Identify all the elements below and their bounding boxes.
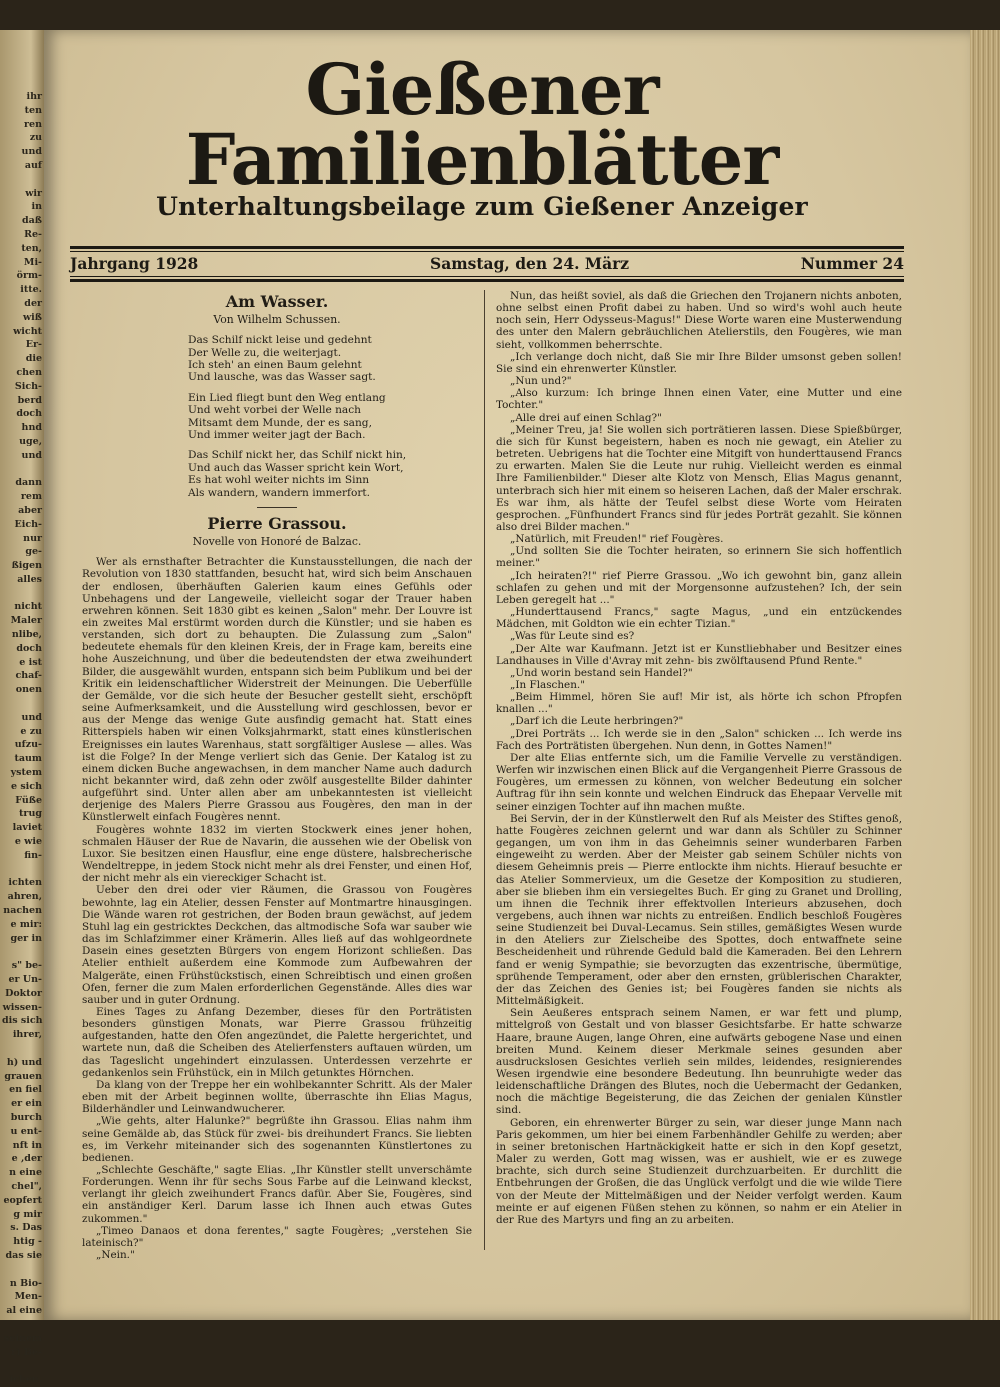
margin-fragment: e sich	[10, 780, 42, 792]
margin-fragment: in	[31, 201, 42, 213]
poem-line: Der Welle zu, die weiterjagt.	[188, 346, 342, 359]
margin-fragment: dann	[15, 477, 42, 489]
margin-fragment: örm-	[16, 270, 42, 282]
poem-line: Mitsamt dem Munde, der es sang,	[188, 416, 372, 429]
issue-info-bar	[70, 254, 904, 276]
header-rule-top	[70, 246, 904, 249]
margin-fragment: er ein	[11, 1098, 42, 1110]
story-paragraph: „In Flaschen."	[510, 679, 585, 691]
story-paragraph: Da klang von der Treppe her ein wohlbekannter Schritt. Als der Maler eben mit der Arbeit beginnen wollte, überraschte ihn Elias Magus, Bilderhändler und Leinwandwucherer.	[82, 1078, 472, 1116]
poem-line: Ich steh' an einen Baum gelehnt	[188, 358, 362, 371]
margin-fragment: Sich-	[14, 380, 42, 392]
margin-fragment: und	[21, 711, 42, 723]
margin-fragment: das sie	[5, 1249, 42, 1261]
margin-fragment: n eine	[9, 1167, 42, 1179]
margin-fragment: nft in	[12, 1139, 42, 1151]
issue-year: Jahrgang 1928	[70, 254, 199, 273]
margin-fragment	[2, 1318, 42, 1332]
story-paragraph: „Beim Himmel, hören Sie auf! Mir ist, als hörte ich schon Pfropfen knallen ..."	[496, 691, 902, 716]
margin-fragment: grauen	[4, 1070, 42, 1082]
story-title: Pierre Grassou.	[207, 514, 347, 534]
margin-fragment: ihrer,	[12, 1029, 42, 1041]
story-paragraph: Wer als ernsthafter Betrachter die Kunstausstellungen, die nach der Revolution von 1830 stattfanden, besucht hat, wird sich beim Anschauen der endlosen, überhäuften Galerien kaum eines Gefühls oder Unbehagens und der Langeweile, vielleicht sogar der Trauer haben erwehren können. Seit 1830 gibt es keinen „Salon" mehr. Der Louvre ist ein zweites Mal erstürmt worden durch die Künstler; und sie haben es verstanden, sich dort zu behaupten. Die Zulassung zum „Salon" bedeutete ehemals für den kleinen Kreis, der in Frage kam, bereits eine hohe Auszeichnung, und über die bedeutendsten der etwa zweihundert Bilder, die ausgewählt wurden, entspann sich beim Publikum und bei der Kritik ein leidenschaftlicher Widerstreit der Meinungen. Die Ueberfülle der Gemälde, vor die sich heute der Besucher gestellt sieht, erschöpft seine Aufmerksamkeit, und die Ausstellung wird geschlossen, bevor er aus der Menge das wenige Gute ausfindig gemacht hat. Statt eines Ritterspiels haben wir einen Volksjahrmarkt, statt eines künstlerischen Ereignisses ein lautes Warenhaus, statt sorgfältiger Auslese — alles. Was ist die Folge? In der Menge verliert sich das Genie. Der Katalog ist zu einem dicken Buche angewachsen, in dem mancher Name auch dadurch nicht bekannter wird, daß zehn oder zwölf ausgestellte Bilder dahinter aufgeführt sind. Unter allen aber am unbekanntesten ist vielleicht derjenige des Malers Pierre Grassou aus Fougères, den man in der Künstlerwelt einfach Fougères nennt.	[82, 556, 472, 824]
margin-fragment: ufzu-	[14, 739, 42, 751]
margin-fragment: uge,	[19, 435, 42, 447]
margin-fragment: ichten	[8, 877, 42, 889]
margin-fragment: rem	[20, 491, 42, 503]
margin-fragment: fin-	[24, 849, 42, 861]
margin-fragment: e mir:	[10, 918, 42, 930]
section-divider	[257, 507, 297, 508]
header-rule-bottom	[70, 279, 904, 282]
margin-fragment: chel",	[11, 1180, 42, 1192]
margin-fragment: s. Das	[10, 1222, 42, 1234]
margin-fragment: Füße	[15, 794, 42, 806]
header-rule-bottom-thin	[70, 276, 904, 277]
margin-fragment: ten	[24, 104, 42, 116]
margin-fragment: doch	[16, 408, 42, 420]
story-paragraph: „Hunderttausend Francs," sagte Magus, „und ein entzückendes Mädchen, mit Goldton wie ein echter Tizian."	[496, 606, 902, 631]
story-paragraph: Bei Servin, der in der Künstlerwelt den Ruf als Meister des Stiftes genoß, hatte Fougères zeichnen gelernt und war dann als Schüler zu Schinner gegangen, um von ihm in das Geheimnis seiner wunderbaren Farben eingeweiht zu werden. Aber der Meister gab seinem Schüler nichts von diesem Geheimnis preis — Pierre entlockte ihm nichts. Hierauf besuchte er das Atelier Sommervieux, um die Gesetze der Komposition zu studieren, aber sie blieben ihm ein versiegeltes Buch. Er ging zu Granet und Drolling, um ihnen die Technik ihrer effektvollen Interieurs abzusehen, doch vergebens, auch ihnen war nichts zu entreißen. Endlich beschloß Fougères seine Studienzeit bei Duval-Lecamus. Sein stilles, gemäßigtes Wesen wurde in den Ateliers zur Zielscheibe des Spottes, doch entwaffnete seine Bescheidenheit und rührende Geduld bald die Kameraden. Bei den Lehrern fand er wenig Sympathie; sie bevorzugten das exzentrische, übermütige, sprühende Temperament, oder aber den ernsten, grüblerischen Charakter, der das Zeichen des Genies ist; bei Fougères fanden sie nichts als Mittelmäßigkeit.	[496, 812, 902, 1008]
margin-fragment	[2, 1263, 42, 1277]
story-paragraph: „Alle drei auf einen Schlag?"	[510, 411, 662, 424]
margin-fragment: berd	[17, 394, 42, 406]
margin-fragment: wissen-	[2, 1001, 42, 1013]
margin-fragment: ihr	[26, 91, 42, 102]
margin-fragment: und	[21, 449, 42, 461]
story-paragraph: „Was für Leute sind es?	[510, 630, 635, 643]
poem-line: Es hat wohl weiter nichts im Sinn	[188, 474, 370, 487]
margin-fragment: ge-	[25, 546, 42, 558]
poem-line: Das Schilf nickt leise und gedehnt	[188, 334, 372, 347]
margin-fragment: nlibe,	[11, 629, 42, 641]
margin-fragment: ystem	[10, 767, 42, 779]
poem-line: Und weht vorbei der Welle nach	[188, 404, 362, 417]
margin-fragment: onen	[15, 684, 42, 696]
margin-fragment: nicht	[14, 601, 42, 613]
story-byline: Novelle von Honoré de Balzac.	[192, 535, 362, 549]
margin-fragment: e ist	[19, 656, 42, 668]
margin-fragment	[2, 463, 42, 477]
margin-fragment: aber	[18, 504, 42, 516]
issue-number: Nummer 24	[800, 254, 904, 273]
story-paragraph: Sein Aeußeres entsprach seinem Namen, er war fett und plump, mittelgroß von Gestalt und von blasser Gesichtsfarbe. Er hatte schwarze Haare, braune Augen, lange Ohren, eine aufwärts gebogene Nase und einen breiten Mund. Keinem dieser Merkmale seines gesunden aber ausdruckslosen Gesichtes verlieh sein mildes, leidendes, resignierendes Wesen irgendwie eine besondere Bedeutung. Ihn beunruhigte weder das leidenschaftliche Drängen des Blutes, noch die Uebermacht der Gedanken, noch die mächtige Begeisterung, die das Zeichen der genialen Künstler sind.	[496, 1007, 902, 1117]
poem-stanza	[188, 392, 472, 442]
poem-body	[188, 334, 472, 499]
poem-title: Am Wasser.	[225, 292, 329, 311]
margin-fragment: ger in	[10, 932, 42, 944]
story-paragraph: Geboren, ein ehrenwerter Bürger zu sein, war dieser junge Mann nach Paris gekommen, um hier bei einem Farbenhändler Gehilfe zu werden; aber in seiner bretonischen Hartnäckigkeit hatte er sich in den Kopf gesetzt, Maler zu werden, Gott mag wissen, was er aushielt, wie er es zuwege brachte, sich durch seine Studienzeit durchzuarbeiten. Er durchlitt die Entbehrungen der Großen, die das Unglück verfolgt und die wie wilde Tiere von der Meute der Mittelmäßigen und der Neider verfolgt werden. Kaum meinte er auf eigenen Füßen stehen zu können, so nahm er ein Atelier in der Rue des Martyrs und fing an zu arbeiten.	[496, 1116, 902, 1226]
book-page-edges	[970, 30, 1000, 1320]
margin-fragment: al eine	[6, 1305, 42, 1317]
poem-byline: Von Wilhelm Schussen.	[213, 313, 341, 326]
margin-fragment: Mi-	[23, 256, 42, 268]
margin-fragment	[2, 173, 42, 187]
story-paragraph: „Ich heiraten?!" rief Pierre Grassou. „Wo ich gewohnt bin, ganz allein schlafen zu gehen und mit der Morgensonne aufzustehen? Ich, der sein Leben geregelt hat ..."	[496, 569, 902, 606]
previous-page-text	[2, 90, 42, 1387]
masthead-subtitle: Unterhaltungsbeilage zum Gießener Anzeiger	[156, 192, 808, 221]
story-paragraph: „Timeo Danaos et dona ferentes," sagte Fougères; „verstehen Sie lateinisch?"	[82, 1224, 472, 1249]
margin-fragment: Doktor	[5, 987, 42, 999]
margin-fragment	[2, 587, 42, 601]
margin-fragment: Re-	[24, 228, 42, 240]
margin-fragment: itte.	[20, 284, 42, 296]
story-paragraph: „Und sollten Sie die Tochter heiraten, so erinnern Sie sich hoffentlich meiner."	[496, 545, 902, 570]
story-paragraph: Ueber den drei oder vier Räumen, die Grassou von Fougères bewohnte, lag ein Atelier, dessen Fenster auf Montmartre hinausgingen. Die Wände waren rot gestrichen, der Boden braun gewächst, auf jedem Stuhl lag ein gestricktes Deckchen, das altmodische Sofa war sauber wie das im Schlafzimmer einer Krämerin. Alles ließ auf das wohlgeordnete Dasein eines gesetzten Bürgers von engem Horizont schließen. Das Atelier enthielt außerdem eine Kommode zum Aufbewahren der Malgeräte, einen Frühstückstisch, einen Schreibtisch und einen großen Ofen, ferner die zum Malen erforderlichen Gegenstände. Alles dies war sauber und in guter Ordnung.	[82, 884, 472, 1006]
margin-fragment: dis sich	[2, 1015, 43, 1027]
right-column	[496, 290, 902, 1226]
margin-fragment: r) Be-	[11, 1346, 42, 1358]
margin-fragment: alles	[17, 573, 42, 585]
story-paragraph: „Darf ich die Leute herbringen?"	[510, 715, 684, 728]
story-text-left	[82, 556, 472, 1261]
story-paragraph: „Wie gehts, alter Halunke?" begrüßte ihn Grassou. Elias nahm ihm seine Gemälde ab, das Stück für zwei- bis dreihundert Francs. Sie liebten es, im Verkehr miteinander sich des sogenannten Künstlertones zu bedienen.	[82, 1115, 472, 1164]
margin-fragment: ßigen	[11, 560, 42, 572]
story-paragraph: „Und worin bestand sein Handel?"	[510, 666, 693, 679]
story-paragraph: „Drei Porträts ... Ich werde sie in den „Salon" schicken ... Ich werde ins Fach des Porträtisten übergehen. Nun denn, in Gottes Namen!"	[496, 727, 902, 752]
story-text-right	[496, 290, 902, 1226]
margin-fragment	[2, 1359, 42, 1373]
margin-fragment: ichen.	[9, 1374, 42, 1386]
margin-fragment	[2, 697, 42, 711]
story-paragraph: „Also kurzum: Ich bringe Ihnen einen Vater, eine Mutter und eine Tochter."	[496, 387, 902, 412]
margin-fragment: e wie	[14, 836, 42, 848]
poem-stanza	[188, 449, 472, 499]
story-paragraph: „Nein."	[96, 1249, 135, 1262]
previous-page-edge	[0, 30, 44, 1386]
poem-line: Und immer weiter jagt der Bach.	[188, 429, 366, 441]
header-rule-top-thin	[70, 251, 904, 252]
margin-fragment: htig -	[13, 1236, 42, 1248]
margin-fragment: chaf-	[15, 670, 42, 682]
story-paragraph: „Ich verlange doch nicht, daß Sie mir Ihre Bilder umsonst geben sollen! Sie sind ein ehrenwerter Künstler.	[496, 350, 902, 375]
margin-fragment: zu	[29, 132, 42, 144]
poem-line: Und auch das Wasser spricht kein Wort,	[188, 461, 404, 474]
margin-fragment: n Bio-	[9, 1277, 42, 1289]
margin-fragment: Men-	[14, 1291, 42, 1303]
margin-fragment: nur	[23, 532, 42, 544]
margin-fragment: Eich-	[14, 518, 42, 530]
poem-line: Das Schilf nickt her, das Schilf nickt hin,	[188, 449, 407, 462]
story-paragraph: Eines Tages zu Anfang Dezember, dieses für den Porträtisten besonders günstigen Monats, war Pierre Grassou frühzeitig aufgestanden, hatte den Ofen angezündet, die Palette hergerichtet, und wartete nun, daß die Scheiben des Atelierfensters auftauen würden, um das Tageslicht ungehindert einzulassen. Unterdessen verzehrte er gedankenlos sein Frühstück, ein in Milch getunktes Hörnchen.	[82, 1005, 472, 1079]
margin-fragment: er Un-	[8, 974, 42, 985]
margin-fragment: auf	[24, 159, 42, 171]
margin-fragment: Maler	[10, 615, 42, 627]
margin-fragment: burch	[10, 1111, 42, 1123]
poem-line: Ein Lied fliegt bunt den Weg entlang	[188, 391, 386, 404]
story-paragraph: Der alte Elias entfernte sich, um die Familie Vervelle zu verständigen. Werfen wir inzwischen einen Blick auf die Vergangenheit Pierre Grassous de Fougères, um ermessen zu können, von welcher Bedeutung ein solcher Auftrag für ihn sein konnte und welchen Eindruck das Ehepaar Vervelle mit seiner einzigen Tochter auf ihn machen mußte.	[496, 751, 902, 813]
margin-fragment: nachen	[3, 905, 42, 917]
margin-fragment	[2, 945, 42, 959]
story-paragraph: „Nun und?"	[510, 375, 572, 388]
margin-fragment: ren	[24, 118, 42, 130]
story-paragraph: Fougères wohnte 1832 im vierten Stockwerk eines jener hohen, schmalen Häuser der Rue de Navarin, die aussehen wie der Obelisk von Luxor. Sie besitzen einen Hausflur, eine enge düstere, halsbrecherische Wendeltreppe, in jedem Stock nicht mehr als drei Fenster, und einen Hof, der nicht mehr als ein viereckiger Schacht ist.	[82, 823, 472, 885]
margin-fragment: h) und	[6, 1056, 42, 1068]
margin-fragment: e ,der	[11, 1153, 42, 1165]
masthead-title: Gießener Familienblätter	[185, 48, 779, 201]
margin-fragment: chen	[16, 366, 42, 378]
margin-fragment: u ent-	[10, 1125, 42, 1137]
margin-fragment: ten,	[21, 242, 42, 254]
margin-fragment: und	[21, 146, 42, 158]
margin-fragment: trug	[19, 808, 42, 820]
margin-fragment: der	[24, 297, 42, 309]
issue-date: Samstag, den 24. März	[430, 254, 630, 273]
left-column	[82, 290, 472, 1261]
margin-fragment: e zu	[20, 725, 42, 737]
margin-fragment	[2, 1042, 42, 1056]
margin-fragment: wiß	[22, 311, 42, 323]
poem-line: Und lausche, was das Wasser sagt.	[188, 371, 376, 384]
story-paragraph: „Schlechte Geschäfte," sagte Elias. „Ihr Künstler stellt unverschämte Forderungen. Wenn ihr für sechs Sous Farbe auf die Leinwand kleckst, verlangt ihr gleich zweihundert Francs dafür. Aber Sie, Fougères, sind ein anständiger Kerl. Darum lasse ich Ihnen auch etwas Gutes zukommen."	[82, 1164, 472, 1225]
margin-fragment: hnd	[21, 422, 42, 434]
margin-fragment: en fiel	[9, 1084, 42, 1096]
margin-fragment: eopfert	[3, 1194, 42, 1206]
margin-fragment: seinem	[3, 1332, 42, 1344]
story-paragraph: Nun, das heißt soviel, als daß die Griechen den Trojanern nichts anboten, ohne selbst einen Profit dabei zu haben. Und so wird's wohl auch heute noch sein, Herr Odysseus-Magus!" Diese Worte waren eine Musterwendung des unter den Malern gebräuchlichen Atelierstils, den Fougères, wie man sieht, vollkommen beherrschte.	[496, 290, 902, 351]
story-paragraph: „Der Alte war Kaufmann. Jetzt ist er Kunstliebhaber und Besitzer eines Landhauses in Ville d'Avray mit zehn- bis zwölftausend Pfund Rente."	[496, 642, 902, 667]
margin-fragment: laviet	[12, 822, 42, 834]
margin-fragment: wicht	[13, 325, 42, 337]
margin-fragment: s" be-	[11, 960, 42, 972]
margin-fragment: taum	[14, 753, 42, 765]
story-paragraph: „Natürlich, mit Freuden!" rief Fougères.	[510, 533, 724, 546]
margin-fragment: daß	[21, 215, 42, 227]
margin-fragment: g mir	[13, 1208, 42, 1220]
margin-fragment: wir	[25, 187, 42, 199]
margin-fragment: die	[25, 353, 42, 365]
column-divider	[484, 290, 485, 1250]
margin-fragment: ahren,	[7, 891, 42, 903]
poem-line: Als wandern, wandern immerfort.	[188, 486, 371, 499]
margin-fragment: doch	[16, 642, 42, 654]
story-paragraph: „Meiner Treu, ja! Sie wollen sich porträtieren lassen. Diese Spießbürger, die sich für Kunst begeistern, haben es noch nie gewagt, ein Atelier zu betreten. Uebrigens hat die Tochter eine Mitgift von hunderttausend Francs zu erwarten. Malen Sie die Leute nur ruhig. Vielleicht werden es einmal Ihre Familienbilder." Dieser alte Klotz von Mensch, Elias Magus genannt, unterbrach sich hier mit einem so heiseren Lachen, daß der Maler erschrak. Es war ihm, als hätte der Teufel selbst diese Worte vom Heiraten gesprochen. „Fünfhundert Francs sind für jedes Porträt gezahlt. Sie können also drei Bilder machen."	[496, 423, 902, 533]
poem-stanza	[188, 334, 472, 384]
margin-fragment	[2, 863, 42, 877]
margin-fragment: Er-	[25, 339, 42, 351]
